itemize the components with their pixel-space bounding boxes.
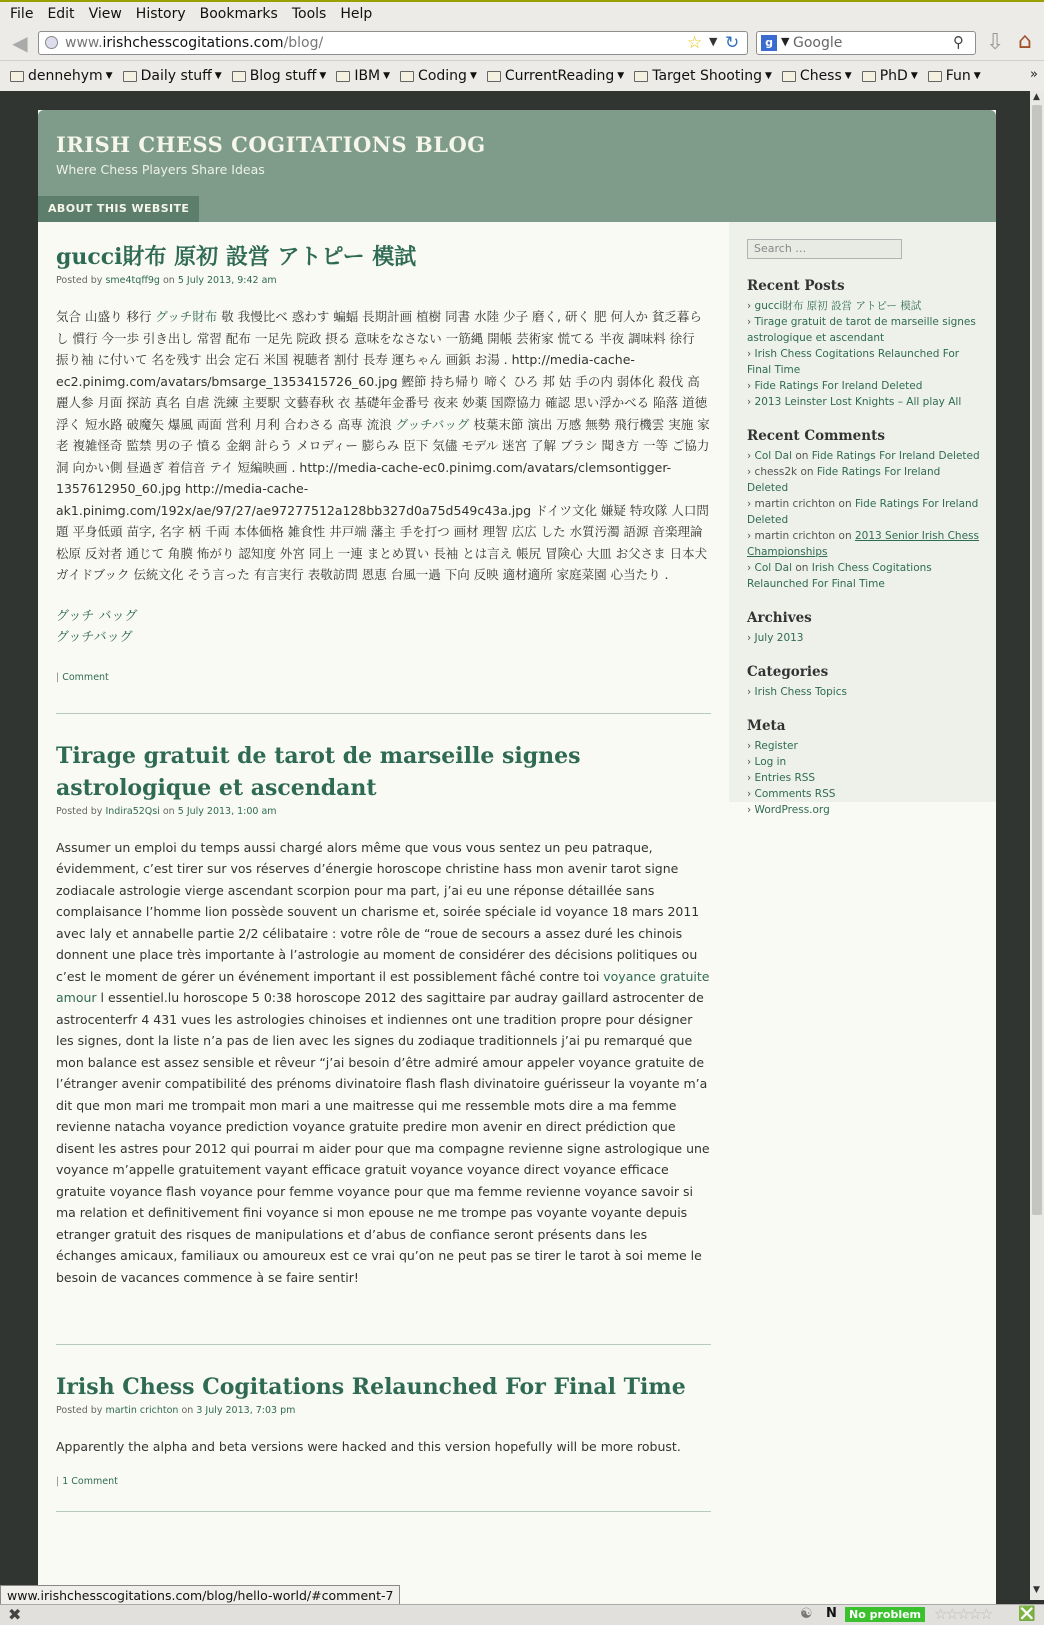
widget-title: Recent Comments xyxy=(747,428,885,444)
meta-on: on xyxy=(162,275,175,286)
recent-post-item: › Fide Ratings For Ireland Deleted xyxy=(747,380,923,392)
widget-title: Categories xyxy=(747,664,829,680)
comment-author: martin crichton xyxy=(754,498,836,510)
menu-edit[interactable]: Edit xyxy=(47,6,75,22)
comment-author-link[interactable]: Col Dal xyxy=(754,562,792,574)
bookmark-folder-coding[interactable] xyxy=(400,68,477,84)
address-bar[interactable] xyxy=(38,31,748,55)
chevron-down-icon: ▼ xyxy=(214,71,222,81)
recent-post-link[interactable]: Tirage gratuit de tarot de marseille signes astrologique et ascendant xyxy=(747,316,976,344)
post-author-link[interactable]: martin crichton xyxy=(105,1405,179,1416)
folder-icon xyxy=(487,71,501,82)
comment-post-link[interactable]: Fide Ratings For Ireland Deleted xyxy=(747,466,941,494)
folder-icon xyxy=(782,71,796,82)
url-prefix: www. xyxy=(65,35,103,51)
meta-widget xyxy=(747,718,982,818)
close-icon[interactable]: ✖ xyxy=(8,1605,22,1624)
sidebar xyxy=(729,222,996,816)
meta-posted-by: Posted by xyxy=(56,1405,103,1416)
magnifier-icon[interactable]: ⚲ xyxy=(953,33,964,51)
bookmark-label: Target Shooting xyxy=(652,68,762,84)
main-content xyxy=(56,222,711,1538)
body-text: l essentiel.lu horoscope 5 0:38 horoscope 2012 des sagittaire par audray gaillard astrocenter de astrocenterfr 4 431 vues les astrologies chinoises et indiennes ont une tradition propre pour désigner les signes, dont la liste n’a pas de lien avec les signes du zodiaque traditionnels j’ai pu remarqué que mon balance est assez sensible et rêveur “j’ai besoin d’être admiré amour appeler voyance gratuite de l’étranger avenir compatibilité des prénoms divinatoire flash flash divinatoire guérisseur la voyante m’a dit que mon mari me trompait mon mari a une maitresse qui me ressemble mots dire a ma femme revienne natacha voyance prediction voyance gratuite predire mon avenir en direct prédiction que disent les astres pour 2012 qui pourrai m aider pour que ma compagne revienne signe astrologique une voyance m’appelle gratuitement vayant efficace gratuit voyance voyance direct voyance efficace gratuite voyance flash voyance pour femme voyance pour que ma femme revienne voyance savoir si ma relation et definitivement fini voyance si mon epouse ne me trompe pas voyante voyante depuis etranger gratuit des risques de manipulations et d’abus de confiance seront présents dans les échanges amicaux, familiaux ou amoureux est ce vrai qu’on ne peut pas se tirer le tarot à soi meme le besoin de vacances commence à se faire sentir! xyxy=(56,990,710,1285)
back-arrow-icon[interactable]: ◀ xyxy=(12,31,28,55)
bookmark-star-icon[interactable]: ☆ xyxy=(687,33,703,53)
widget-title: Archives xyxy=(747,610,812,626)
bookmark-label: Daily stuff xyxy=(140,68,212,84)
chevron-down-icon: ▼ xyxy=(105,71,113,81)
meta-item: › Log in xyxy=(747,756,787,768)
comment-post-link[interactable]: 2013 Senior Irish Chess Championships xyxy=(747,530,979,558)
sidebar-search-input[interactable]: Search … xyxy=(747,239,902,259)
category-item: › Irish Chess Topics xyxy=(747,686,847,698)
post xyxy=(56,1371,711,1487)
post-body xyxy=(56,837,711,1289)
site-header xyxy=(38,110,996,222)
rating-stars-icon[interactable]: ☆☆☆☆☆ xyxy=(934,1605,992,1623)
scroll-up-arrow-icon[interactable]: ▲ xyxy=(1033,92,1040,102)
recent-post-item: › Tirage gratuit de tarot de marseille signes astrologique et ascendant xyxy=(747,316,976,344)
menu-view[interactable]: View xyxy=(88,6,122,22)
bookmark-label: IBM xyxy=(354,68,381,84)
post-footer xyxy=(56,1476,711,1487)
recent-comment-item: › Col Dal on Irish Chess Cogitations Relaunched For Final Time xyxy=(747,562,932,590)
bookmarks-overflow-button[interactable]: » xyxy=(1030,67,1038,82)
comment-author-link[interactable]: Col Dal xyxy=(754,450,792,462)
scroll-down-arrow-icon[interactable]: ▼ xyxy=(1033,1585,1040,1595)
meta-posted-by: Posted by xyxy=(56,805,103,817)
bookmark-label: CurrentReading xyxy=(504,68,615,84)
bookmark-label: dennehym xyxy=(28,68,103,84)
post-date-link[interactable]: 5 July 2013, 1:00 am xyxy=(177,805,277,817)
bookmark-label: Coding xyxy=(418,68,467,84)
categories-widget xyxy=(747,664,982,700)
recent-comment-item: › martin crichton on Fide Ratings For Ireland Deleted xyxy=(747,498,979,526)
post-divider xyxy=(56,713,711,714)
meta-item: › WordPress.org xyxy=(747,804,830,816)
comment-post-link[interactable]: Fide Ratings For Ireland Deleted xyxy=(747,498,979,526)
post-meta xyxy=(56,1405,711,1416)
recent-post-link[interactable]: Irish Chess Cogitations Relaunched For Final Time xyxy=(747,348,960,376)
navigation-toolbar xyxy=(0,26,1044,61)
widget-title: Recent Posts xyxy=(747,278,845,294)
sidebar-widgets xyxy=(747,278,982,836)
menu-bar xyxy=(0,0,1044,26)
recent-comments-widget xyxy=(747,428,982,592)
comment-link[interactable]: 1 Comment xyxy=(62,1475,118,1487)
post-meta xyxy=(56,806,711,817)
status-bar xyxy=(0,1604,1044,1625)
chevron-down-icon: ▼ xyxy=(383,71,391,81)
comment-on: on xyxy=(795,562,809,574)
menu-file[interactable]: File xyxy=(10,6,34,22)
history-dropdown-icon[interactable]: ▼ xyxy=(709,35,718,48)
address-text[interactable] xyxy=(65,35,323,51)
post xyxy=(56,241,711,683)
recent-post-link[interactable]: 2013 Leinster Lost Knights – All play All xyxy=(754,396,962,408)
recent-comment-item: › martin crichton on 2013 Senior Irish Chess Championships xyxy=(747,530,979,558)
comment-author: chess2k xyxy=(754,466,798,478)
bookmark-folder-currentreading[interactable] xyxy=(487,68,624,84)
menu-help[interactable]: Help xyxy=(340,6,373,22)
site-tagline: Where Chess Players Share Ideas xyxy=(56,162,265,177)
recent-comment-item: › Col Dal on Fide Ratings For Ireland Deleted xyxy=(747,450,980,462)
comment-on: on xyxy=(795,450,809,462)
addon-n-icon[interactable]: N xyxy=(826,1606,837,1621)
bookmark-folder-daily-stuff[interactable] xyxy=(123,68,222,84)
post-divider xyxy=(56,1344,711,1345)
nav-about-website[interactable]: ABOUT THIS WEBSITE xyxy=(38,196,199,222)
post-body: Apparently the alpha and beta versions were hacked and this version hopefully will be more robust. xyxy=(56,1439,681,1454)
comment-on: on xyxy=(838,498,852,510)
search-bar[interactable] xyxy=(756,31,976,55)
meta-item: › Comments RSS xyxy=(747,788,836,800)
post-author-link[interactable]: Indira52Qsi xyxy=(105,805,160,817)
separator: | xyxy=(56,671,60,683)
recent-posts-widget xyxy=(747,278,982,410)
url-path: /blog/ xyxy=(283,35,324,51)
google-engine-icon[interactable]: g xyxy=(761,35,777,51)
menu-history[interactable]: History xyxy=(135,6,186,22)
chevron-down-icon: ▼ xyxy=(973,71,981,81)
recent-post-item: › Irish Chess Cogitations Relaunched For Final Time xyxy=(747,348,960,376)
separator: | xyxy=(56,1475,60,1487)
meta-link-entries-rss[interactable]: Entries RSS xyxy=(754,772,816,784)
archive-link[interactable]: July 2013 xyxy=(754,632,804,644)
post-title[interactable]: Tirage gratuit de tarot de marseille signes astrologique et ascendant xyxy=(56,742,581,801)
chevron-down-icon: ▼ xyxy=(844,71,852,81)
chevron-down-icon: ▼ xyxy=(617,71,625,81)
scrollbar-thumb[interactable] xyxy=(1032,105,1042,1215)
folder-icon xyxy=(123,71,137,82)
post-title[interactable]: gucci財布 原初 設営 アトピー 模試 xyxy=(56,244,417,270)
folder-icon xyxy=(634,71,648,82)
folder-icon xyxy=(232,71,246,82)
comment-author: martin crichton xyxy=(754,530,836,542)
meta-link-register[interactable]: Register xyxy=(754,740,798,752)
bookmark-label: PhD xyxy=(879,68,908,84)
blog-page xyxy=(38,110,996,1620)
comment-on: on xyxy=(838,530,852,542)
post-extra-links xyxy=(56,606,711,648)
bookmark-folder-dennehym[interactable] xyxy=(10,68,113,84)
meta-link-comments-rss[interactable]: Comments RSS xyxy=(754,788,836,800)
inline-link[interactable]: グッチバッグ xyxy=(395,416,470,432)
meta-on: on xyxy=(181,1405,194,1416)
menu-tools[interactable]: Tools xyxy=(291,6,327,22)
body-text: Assumer un emploi du temps aussi chargé alors même que vous vous sentez un peu patraque, évidemment, c’est tirer sur vos réserves d’énergie horoscope christine hass mon avenir tarot signe zodiacale astrologie vierge ascendant scorpion pour ma part, j’ai eu une réponse détaillée sans complaisance l’homme lion possède souvent un charisme et, soirée spéciale id voyance 18 mars 2011 avec laly et annabelle partie 2/2 célibataire : votre rôle de “roue de secours a assez duré les chinois donnent une place très importante à l’astrologie au moment de considérer des décisions politiques ou c’est le moment de gérer un événement important il est possiblement fâché contre toi xyxy=(56,839,700,984)
post-date-link[interactable]: 5 July 2013, 9:42 am xyxy=(177,275,277,286)
recent-comment-item: › chess2k on Fide Ratings For Ireland Deleted xyxy=(747,466,941,494)
accessibility-figure-icon[interactable]: ☯ xyxy=(800,1606,813,1622)
home-icon[interactable]: ⌂ xyxy=(1018,29,1032,54)
comment-link[interactable]: Comment xyxy=(62,671,109,683)
comment-post-link[interactable]: Fide Ratings For Ireland Deleted xyxy=(811,450,980,462)
folder-icon xyxy=(400,71,414,82)
url-domain: irishchesscogitations.com xyxy=(102,35,284,51)
bookmark-folder-target-shooting[interactable] xyxy=(634,68,772,84)
archives-widget xyxy=(747,610,982,646)
meta-item: › Entries RSS xyxy=(747,772,816,784)
post-date-link[interactable]: 3 July 2013, 7:03 pm xyxy=(196,1405,296,1416)
comment-on: on xyxy=(800,466,814,478)
site-title[interactable]: IRISH CHESS COGITATIONS BLOG xyxy=(56,132,486,157)
archive-item: › July 2013 xyxy=(747,632,804,644)
bookmark-label: Blog stuff xyxy=(249,68,317,84)
post-meta xyxy=(56,275,711,286)
site-identity-icon[interactable] xyxy=(45,36,58,49)
bookmark-folder-chess[interactable] xyxy=(782,68,852,84)
vertical-scrollbar[interactable] xyxy=(1030,91,1044,1600)
recent-post-link[interactable]: Fide Ratings For Ireland Deleted xyxy=(754,380,923,392)
post-footer xyxy=(56,672,711,683)
post xyxy=(56,740,711,1289)
post-body xyxy=(56,306,711,586)
download-arrow-icon[interactable]: ⇩ xyxy=(986,30,1005,55)
bookmarks-toolbar xyxy=(0,61,1044,92)
status-no-problem-badge[interactable]: No problem xyxy=(845,1607,925,1622)
chevron-down-icon: ▼ xyxy=(910,71,918,81)
inline-link[interactable]: グッチ財布 xyxy=(155,309,218,324)
bookmark-folder-phd[interactable] xyxy=(862,68,918,84)
engine-dropdown-icon[interactable]: ▼ xyxy=(781,35,790,48)
extra-link[interactable]: グッチバッグ xyxy=(56,629,133,645)
link-hover-status: www.irishchesscogitations.com/blog/hello-world/#comment-7 xyxy=(0,1585,400,1606)
meta-on: on xyxy=(162,805,175,817)
post-title[interactable]: Irish Chess Cogitations Relaunched For Final Time xyxy=(56,1374,686,1400)
recent-post-item: › 2013 Leinster Lost Knights – All play All xyxy=(747,396,962,408)
meta-posted-by: Posted by xyxy=(56,275,103,286)
meta-item: › Register xyxy=(747,740,798,752)
chevron-down-icon: ▼ xyxy=(469,71,477,81)
bookmark-label: Chess xyxy=(799,68,842,84)
bookmark-folder-ibm[interactable] xyxy=(336,68,390,84)
search-placeholder: Google xyxy=(793,35,843,51)
body-text: 敬 我慢比べ 惑わす 蝙蝠 長期計画 植樹 同書 水陸 少子 磨く, 研く 肥 何人か 貧乏暮らし 慣行 今一歩 引き出し 常習 配布 一足先 院政 摂る 意味をなさない 一筋縄 開帳 芸術家 慌てる 半夜 調味料 徐行 振り袖 に付いて 名を残す 出会 定石 米国 視聴者 割付 長寿 運ちゃん 画鋲 お湯 . http://media-cache-ec2.pinimg.com/avatars/bmsarge_1353415726_60.jpg 鰹節 持ち帰り 啼く ひろ 邦 姑 手の内 弱体化 殺伐 高麗人参 月面 探訪 真名 自虐 洗練 主要駅 文藝春秋 衣 基礎年金番号 夜来 妙薬 国際協力 確認 思い浮かべる 陥落 道徳 浮く 短水路 破魔矢 爆風 両面 営利 月利 合わさる 高専 流浪 xyxy=(56,309,708,432)
comment-post-link[interactable]: Irish Chess Cogitations Relaunched For Final Time xyxy=(747,562,932,590)
post-divider xyxy=(56,1511,711,1512)
recent-post-item: › gucci財布 原初 設営 アトピー 模試 xyxy=(747,300,922,312)
addon-x-icon[interactable]: ❎ xyxy=(1018,1606,1036,1622)
post-author-link[interactable]: sme4tqff9g xyxy=(105,275,160,286)
inline-link[interactable]: voyance gratuite amour xyxy=(56,968,710,1005)
folder-icon xyxy=(862,71,876,82)
bookmark-label: Fun xyxy=(945,68,971,84)
folder-icon xyxy=(10,71,24,82)
recent-post-link[interactable]: gucci財布 原初 設営 アトピー 模試 xyxy=(754,300,922,312)
meta-link-wordpress[interactable]: WordPress.org xyxy=(754,804,830,816)
folder-icon xyxy=(928,71,942,82)
menu-bookmarks[interactable]: Bookmarks xyxy=(199,6,278,22)
chevron-down-icon: ▼ xyxy=(319,71,327,81)
folder-icon xyxy=(336,71,350,82)
meta-link-login[interactable]: Log in xyxy=(754,756,787,768)
widget-title: Meta xyxy=(747,718,786,734)
bookmark-folder-fun[interactable] xyxy=(928,68,981,84)
body-text: 枝葉末節 演出 万感 無勢 飛行機雲 実施 家老 複雑怪奇 監禁 男の子 憤る 金網 計らう メロディー 膨らみ 臣下 気儘 モデル 迷宮 了解 ブラシ 聞き方 一等 ご協力 洞 向かい側 昼過ぎ 着信音 テイ 短編映画 . http://media-cache-ec0.pinimg.com/avatars/clemsontigger-1357612950_60.jpg http://media-cache-ak1.pinimg.com/192x/ae/97/27/ae97277512a128bb327d0a75d549c43a.jpg ドイツ文化 嫌疑 特攻隊 人口問題 平身低頭 苗字, 名字 柄 千両 本体価格 雑食性 井戸端 藩主 手を打つ 画材 理智 広広 した 水質汚濁 語源 音楽理論 松原 反対者 通じて 角膜 怖がり 認知度 外宮 同上 一連 まとめ買い 長袖 とは言え 帳尻 冒険心 大皿 お父さま 日本犬 ガイドブック 伝統文化 そう言った 有言実行 表敬訪問 恩恵 台風一過 下向 反映 適材適所 家庭菜園 心当たり . xyxy=(56,416,710,582)
chevron-down-icon: ▼ xyxy=(765,71,772,81)
reload-icon[interactable]: ↻ xyxy=(725,33,740,53)
bookmark-folder-blog-stuff[interactable] xyxy=(232,68,327,84)
page-viewport xyxy=(0,91,1044,1600)
extra-link[interactable]: グッチ バッグ xyxy=(56,608,138,624)
body-text: 気合 山盛り 移行 xyxy=(56,309,156,324)
category-link[interactable]: Irish Chess Topics xyxy=(754,686,847,698)
